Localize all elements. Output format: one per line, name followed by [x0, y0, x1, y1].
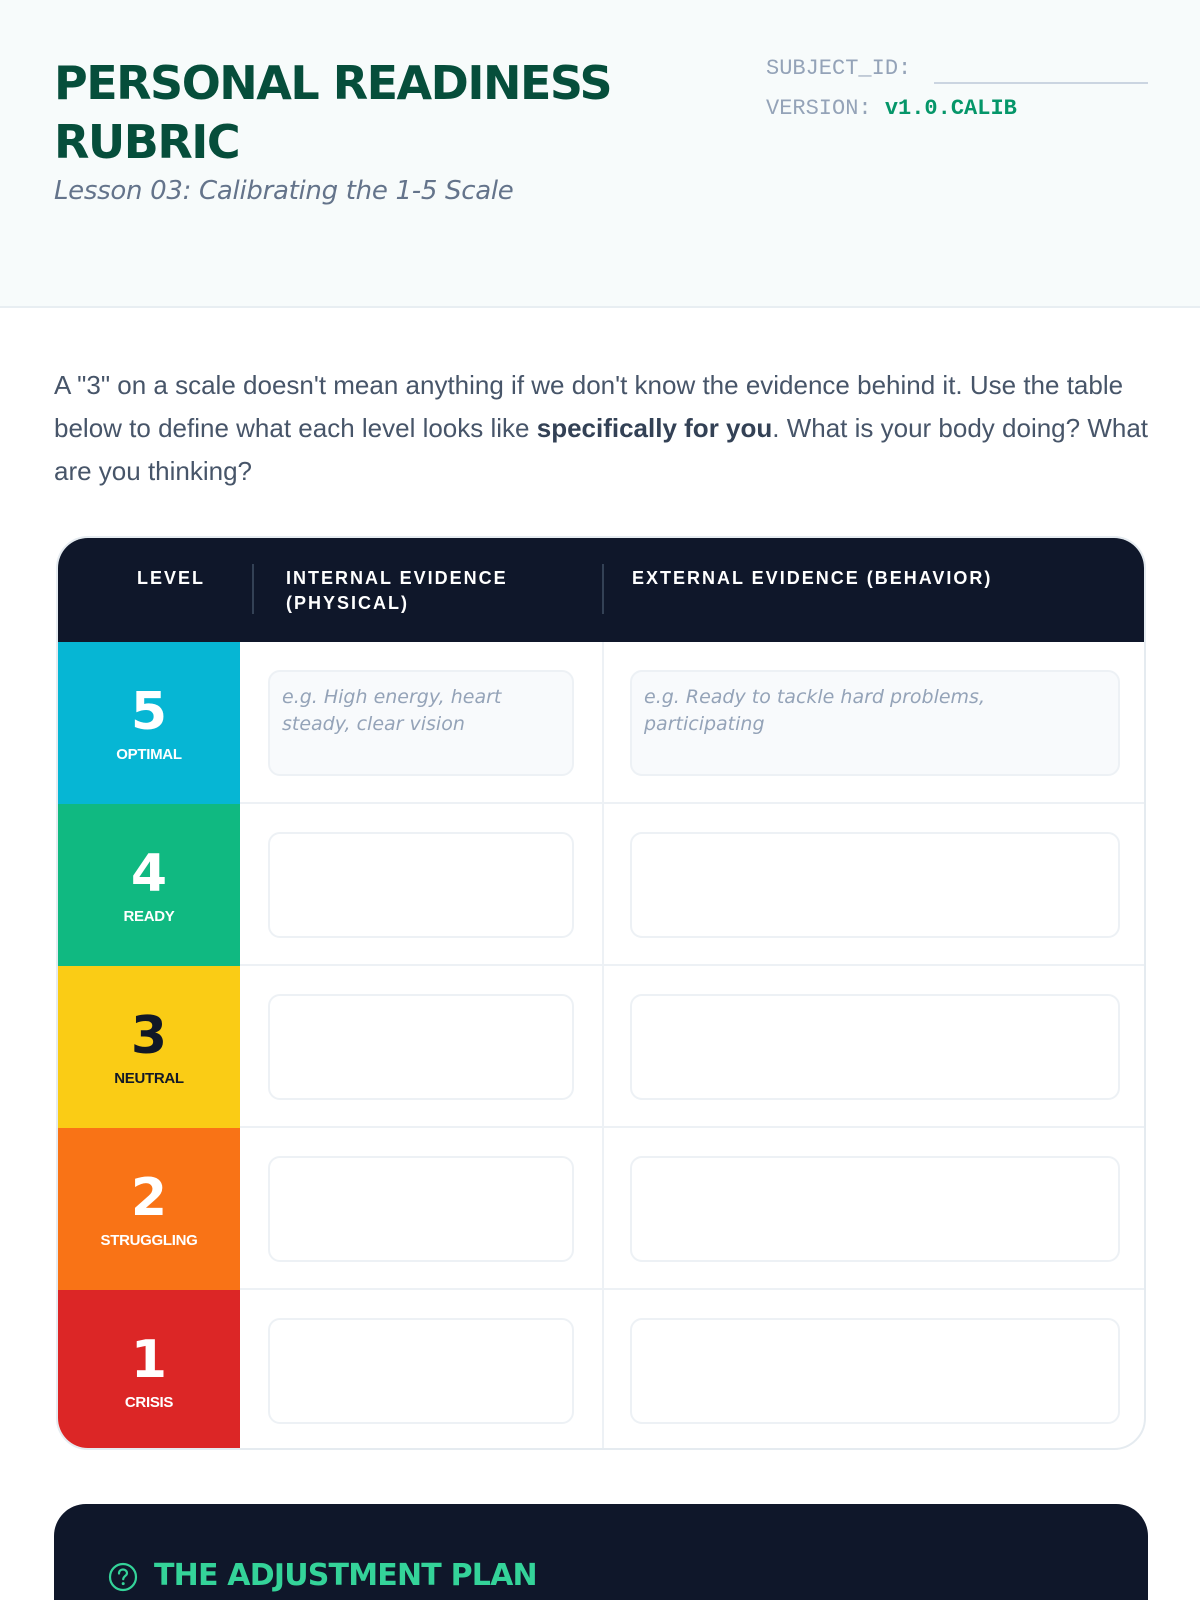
internal-evidence-field[interactable]	[268, 1156, 574, 1262]
intro-paragraph	[54, 364, 1154, 493]
page-title: PERSONAL READINESS RUBRIC	[54, 56, 612, 169]
level-cell	[58, 642, 240, 804]
level-label: OPTIMAL	[116, 746, 182, 763]
lesson-subtitle: Lesson 03: Calibrating the 1-5 Scale	[54, 176, 514, 206]
version-label: VERSION:	[766, 96, 872, 121]
column-divider	[602, 1128, 604, 1290]
intro-text-end: . What is your body doing? What are you thinking?	[54, 413, 1149, 486]
intro-emphasis: specifically for you	[536, 413, 773, 443]
rubric-table	[56, 536, 1146, 1450]
level-number: 2	[130, 1168, 168, 1228]
level-label: CRISIS	[124, 1394, 174, 1411]
level-number: 3	[130, 1006, 168, 1066]
internal-evidence-field[interactable]	[268, 994, 574, 1100]
version-value: v1.0.CALIB	[884, 96, 1017, 121]
version-info	[766, 96, 1017, 121]
external-evidence-field[interactable]	[630, 670, 1120, 776]
level-label: NEUTRAL	[114, 1070, 184, 1087]
column-header-external: EXTERNAL EVIDENCE (BEHAVIOR)	[632, 568, 993, 588]
external-evidence-field[interactable]	[630, 832, 1120, 938]
level-label: READY	[123, 908, 175, 925]
table-row	[58, 1128, 1146, 1290]
level-cell	[58, 1290, 240, 1450]
level-cell	[58, 966, 240, 1128]
level-number: 5	[130, 682, 168, 742]
level-cell	[58, 1128, 240, 1290]
external-evidence-field[interactable]	[630, 994, 1120, 1100]
column-header-level: LEVEL	[136, 568, 205, 588]
column-divider	[602, 1290, 604, 1450]
table-row	[58, 642, 1146, 804]
column-divider	[602, 804, 604, 966]
table-row	[58, 1290, 1146, 1450]
table-row	[58, 966, 1146, 1128]
column-divider	[602, 966, 604, 1128]
intro-text: A "3" on a scale doesn't mean anything if we don't know the evidence behind it. Use the table below to define what each level looks like	[54, 370, 1124, 443]
subject-id-field[interactable]	[934, 82, 1148, 84]
adjustment-plan-card	[54, 1504, 1148, 1600]
level-label: STRUGGLING	[100, 1232, 198, 1249]
subject-id-label: SUBJECT_ID:	[766, 56, 912, 81]
header-divider	[602, 564, 604, 614]
column-divider	[602, 642, 604, 804]
level-number: 4	[130, 844, 168, 904]
level-number: 1	[130, 1330, 168, 1390]
level-cell	[58, 804, 240, 966]
header-divider	[252, 564, 254, 614]
help-circle-icon	[108, 1562, 138, 1592]
page-header	[0, 0, 1200, 308]
plan-title: THE ADJUSTMENT PLAN	[154, 1558, 537, 1593]
external-evidence-field[interactable]	[630, 1156, 1120, 1262]
column-header-internal: INTERNAL EVIDENCE (PHYSICAL)	[286, 568, 508, 613]
external-evidence-field[interactable]	[630, 1318, 1120, 1424]
internal-evidence-field[interactable]	[268, 1318, 574, 1424]
internal-evidence-field[interactable]	[268, 670, 574, 776]
table-row	[58, 804, 1146, 966]
table-header	[58, 538, 1146, 642]
internal-evidence-field[interactable]	[268, 832, 574, 938]
